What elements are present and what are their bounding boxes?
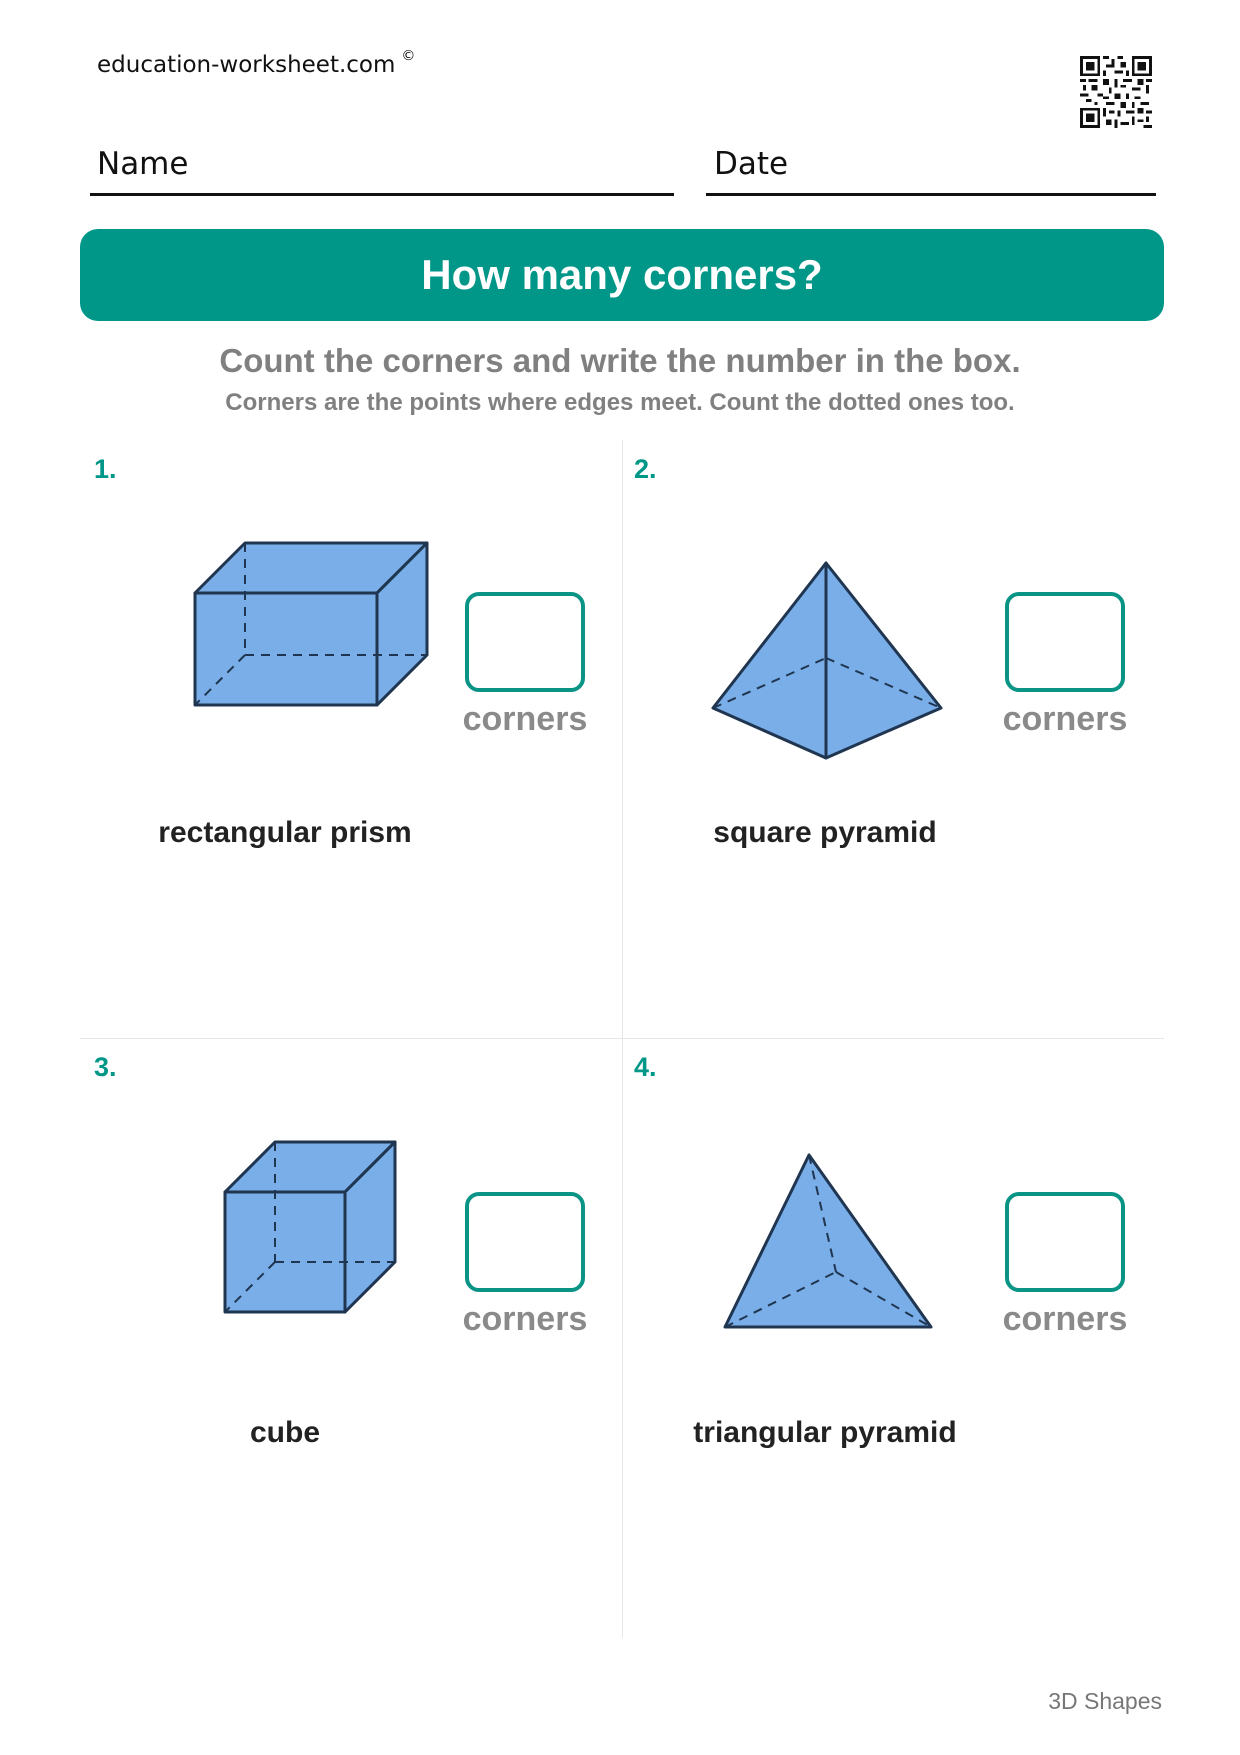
problem-number: 3. <box>94 1052 117 1082</box>
grid-divider-vertical <box>622 440 623 1638</box>
instruction-hint: Corners are the points where edges meet. Count the dotted ones too. <box>225 389 1015 416</box>
rectangular-prism-shape-icon <box>190 538 430 718</box>
problem-number: 1. <box>94 454 117 484</box>
qr-code-icon <box>1080 56 1152 128</box>
corners-label: corners <box>462 1300 588 1338</box>
worksheet-title: How many corners? <box>421 251 823 298</box>
corners-label: corners <box>1002 700 1128 738</box>
square-pyramid-shape-icon <box>708 558 948 768</box>
date-field[interactable] <box>706 193 1156 196</box>
problem-number: 4. <box>634 1052 657 1082</box>
corners-label: corners <box>1002 1300 1128 1338</box>
shape-name: rectangular prism <box>158 816 412 849</box>
date-label: Date <box>714 146 789 182</box>
answer-box[interactable] <box>1005 592 1125 692</box>
grid-divider-horizontal <box>80 1038 1164 1039</box>
copyright-symbol: © <box>401 48 416 64</box>
footer-label: 3D Shapes <box>1048 1688 1162 1714</box>
site-url: education-worksheet.com <box>97 52 396 78</box>
shape-name: square pyramid <box>713 816 937 849</box>
cube-shape-icon <box>220 1137 405 1317</box>
shape-name: triangular pyramid <box>693 1416 957 1449</box>
name-label: Name <box>97 146 189 182</box>
site-name <box>97 48 415 78</box>
answer-box[interactable] <box>465 592 585 692</box>
answer-box[interactable] <box>465 1192 585 1292</box>
problem-number: 2. <box>634 454 657 484</box>
answer-box[interactable] <box>1005 1192 1125 1292</box>
instruction-main: Count the corners and write the number in the box. <box>219 342 1021 379</box>
title-banner <box>80 229 1164 321</box>
corners-label: corners <box>462 700 588 738</box>
name-field[interactable] <box>90 193 674 196</box>
triangular-pyramid-shape-icon <box>718 1150 938 1335</box>
shape-name: cube <box>249 1416 321 1449</box>
